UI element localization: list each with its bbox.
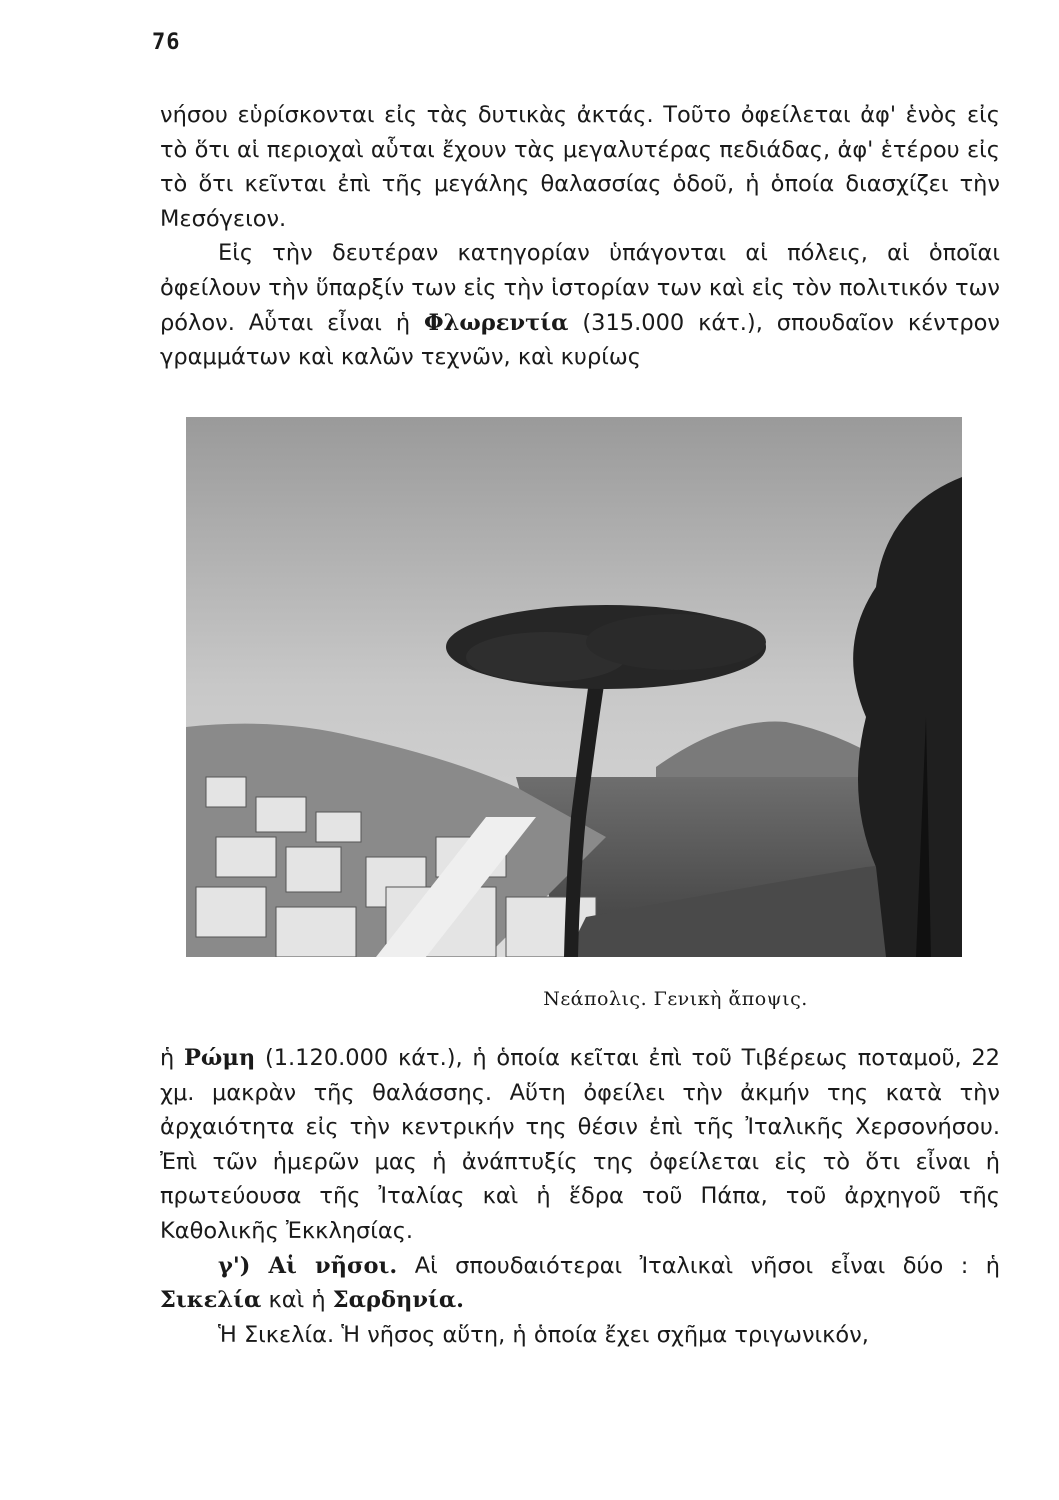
paragraph-ports: νήσου εὑρίσκονται εἰς τὰς δυτικὰς ἀκτάς. Τοῦτο ὀφείλεται ἀφ' ἑνὸς εἰς τὸ ὅτι αἱ περιοχαὶ αὗται ἔχουν τὰς μεγαλυτέρας πεδιάδας, ἀφ' ἑτέρου εἰς τὸ ὅτι κεῖνται ἐπὶ τῆς μεγάλης θαλασσίας ὁδοῦ, ἡ ὁποία διασχίζει τὴν Μεσόγειον.	[160, 102, 1000, 232]
rome-name: Ρώμη	[184, 1045, 256, 1071]
sicily-heading: Ἡ Σικελία.	[218, 1321, 335, 1348]
section-islands-heading: γ') Αἱ νῆσοι.	[218, 1252, 398, 1279]
sicily-name: Σικελία	[160, 1287, 262, 1314]
page-number: 76	[152, 30, 181, 55]
florence-text: (315.000 κάτ.), σπουδαῖον κέντρον γραμμάτων καὶ καλῶν τεχνῶν, καὶ κυρίως	[160, 309, 1000, 371]
caption-text: Νεάπολις. Γενικὴ ἄποψις.	[543, 988, 808, 1010]
islands-intro-text: Αἱ σπουδαιότεραι Ἰταλικαὶ νῆσοι εἶναι δύο :	[414, 1252, 969, 1279]
naples-photograph	[186, 417, 962, 957]
rome-article: ἡ	[160, 1045, 175, 1071]
top-text-block	[160, 98, 1000, 375]
islands-conjunction: καὶ ἡ	[268, 1287, 326, 1314]
paragraph-islands	[160, 1249, 1000, 1318]
figure-caption	[0, 988, 1059, 1010]
florence-name: Φλωρεντία	[424, 309, 569, 336]
sardinia-name: Σαρδηνία.	[332, 1287, 464, 1314]
sicily-text: Ἡ νῆσος αὕτη, ἡ ὁποία ἔχει σχῆμα τριγωνικόν,	[341, 1321, 869, 1348]
islands-article: ἡ	[985, 1252, 1001, 1279]
bottom-text-block	[160, 1041, 1000, 1352]
rome-text: (1.120.000 κάτ.), ἡ ὁποία κεῖται ἐπὶ τοῦ Τιβέρεως ποταμοῦ, 22 χμ. μακρὰν τῆς θαλάσσης. Αὕτη ὀφείλει τὴν ἀκμήν της κατὰ τὴν ἀρχαιότητα εἰς τὴν κεντρικήν της θέσιν ἐπὶ τῆς Ἰταλικῆς Χερσονήσου. Ἐπὶ τῶν ἡμερῶν μας ἡ ἀνάπτυξίς της ὀφείλεται εἰς τὸ ὅτι εἶναι ἡ πρωτεύουσα τῆς Ἰταλίας καὶ ἡ ἕδρα τοῦ Πάπα, τοῦ ἀρχηγοῦ τῆς Καθολικῆς Ἐκκλησίας.	[160, 1045, 1000, 1244]
historic-cities-text: Εἰς τὴν δευτέραν κατηγορίαν ὑπάγονται αἱ πόλεις, αἱ ὁποῖαι ὀφείλουν τὴν ὕπαρξίν των εἰς τὴν ἱστορίαν των καὶ εἰς τὸν πολιτικόν των ρόλον. Αὗται εἶναι ἡ	[160, 240, 1000, 336]
paragraph-historic-cities	[160, 236, 1000, 374]
paragraph-sicily	[160, 1318, 1000, 1353]
paragraph-rome	[160, 1041, 1000, 1249]
